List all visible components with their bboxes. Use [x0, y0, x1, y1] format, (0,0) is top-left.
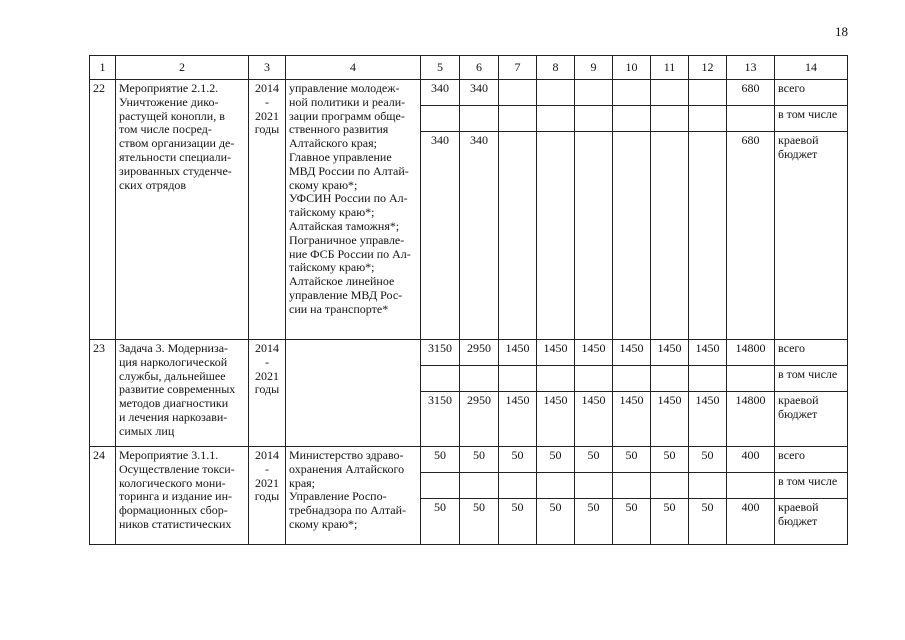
- value-cell: [651, 366, 689, 392]
- value-cell: 50: [689, 499, 727, 545]
- value-cell: 1450: [537, 340, 575, 366]
- value-cell: [499, 106, 537, 132]
- funding-source: краевой бюджет: [775, 132, 848, 340]
- value-cell: [575, 106, 613, 132]
- column-header: 1: [90, 56, 116, 80]
- value-cell: [651, 132, 689, 340]
- value-cell: [575, 80, 613, 106]
- value-cell: [727, 366, 775, 392]
- table-row: [90, 80, 848, 106]
- funding-source: всего: [775, 447, 848, 473]
- value-cell: 50: [651, 499, 689, 545]
- value-cell: [537, 132, 575, 340]
- row-number: 22: [90, 80, 116, 340]
- value-cell: [537, 366, 575, 392]
- value-cell: 1450: [613, 340, 651, 366]
- value-cell: 50: [499, 447, 537, 473]
- value-cell: 3150: [421, 392, 460, 447]
- value-cell: [727, 106, 775, 132]
- value-cell: 50: [460, 499, 499, 545]
- value-cell: [499, 132, 537, 340]
- value-cell: 50: [575, 447, 613, 473]
- value-cell: [689, 473, 727, 499]
- header-row: [90, 56, 848, 80]
- value-cell: [460, 366, 499, 392]
- value-cell: 340: [421, 132, 460, 340]
- value-cell: 1450: [689, 392, 727, 447]
- value-cell: [651, 80, 689, 106]
- activity-name: Задача 3. Модерниза- ция наркологической службы, дальнейшее развитие современных методов диагностики и лечения наркозави- симых лиц: [116, 340, 249, 447]
- executors: Министерство здраво- охранения Алтайского края; Управление Роспо- требнадзора по Алтай- скому краю*;: [286, 447, 421, 545]
- row-number: 23: [90, 340, 116, 447]
- value-cell: 340: [421, 80, 460, 106]
- value-cell: 50: [651, 447, 689, 473]
- value-cell: [537, 106, 575, 132]
- column-header: 7: [499, 56, 537, 80]
- column-header: 12: [689, 56, 727, 80]
- value-cell: 400: [727, 499, 775, 545]
- column-header: 9: [575, 56, 613, 80]
- value-cell: [537, 473, 575, 499]
- value-cell: 1450: [499, 392, 537, 447]
- program-budget-table: [89, 55, 848, 545]
- value-cell: [613, 473, 651, 499]
- value-cell: 1450: [575, 340, 613, 366]
- period: 2014 - 2021 годы: [249, 447, 286, 545]
- executors: [286, 340, 421, 447]
- column-header: 13: [727, 56, 775, 80]
- value-cell: [499, 366, 537, 392]
- value-cell: [613, 80, 651, 106]
- column-header: 8: [537, 56, 575, 80]
- value-cell: [613, 106, 651, 132]
- funding-source: в том числе: [775, 473, 848, 499]
- value-cell: 50: [537, 499, 575, 545]
- value-cell: 400: [727, 447, 775, 473]
- value-cell: 340: [460, 80, 499, 106]
- funding-source: всего: [775, 340, 848, 366]
- value-cell: 50: [613, 499, 651, 545]
- value-cell: 3150: [421, 340, 460, 366]
- value-cell: [613, 366, 651, 392]
- funding-source: краевой бюджет: [775, 499, 848, 545]
- value-cell: 50: [537, 447, 575, 473]
- value-cell: 50: [460, 447, 499, 473]
- value-cell: 50: [689, 447, 727, 473]
- value-cell: [689, 80, 727, 106]
- column-header: 10: [613, 56, 651, 80]
- value-cell: [499, 80, 537, 106]
- value-cell: 680: [727, 132, 775, 340]
- funding-source: в том числе: [775, 106, 848, 132]
- value-cell: [689, 132, 727, 340]
- row-number: 24: [90, 447, 116, 545]
- funding-source: в том числе: [775, 366, 848, 392]
- table-row: [90, 447, 848, 473]
- value-cell: 1450: [651, 392, 689, 447]
- value-cell: [651, 473, 689, 499]
- value-cell: 2950: [460, 392, 499, 447]
- column-header: 6: [460, 56, 499, 80]
- value-cell: 50: [421, 499, 460, 545]
- column-header: 2: [116, 56, 249, 80]
- value-cell: 1450: [689, 340, 727, 366]
- value-cell: 50: [575, 499, 613, 545]
- value-cell: 1450: [651, 340, 689, 366]
- value-cell: [421, 473, 460, 499]
- funding-source: краевой бюджет: [775, 392, 848, 447]
- value-cell: 2950: [460, 340, 499, 366]
- value-cell: 1450: [613, 392, 651, 447]
- value-cell: [689, 366, 727, 392]
- value-cell: [575, 132, 613, 340]
- value-cell: 680: [727, 80, 775, 106]
- column-header: 14: [775, 56, 848, 80]
- value-cell: 14800: [727, 392, 775, 447]
- value-cell: [421, 106, 460, 132]
- value-cell: 14800: [727, 340, 775, 366]
- column-header: 11: [651, 56, 689, 80]
- value-cell: [651, 106, 689, 132]
- column-header: 4: [286, 56, 421, 80]
- table-row: [90, 340, 848, 366]
- value-cell: [537, 80, 575, 106]
- activity-name: Мероприятие 2.1.2. Уничтожение дико- растущей конопли, в том числе посред- ством организации де- ятельности специали- зированных студенче- ских отрядов: [116, 80, 249, 340]
- period: 2014 - 2021 годы: [249, 80, 286, 340]
- value-cell: [613, 132, 651, 340]
- value-cell: [575, 473, 613, 499]
- value-cell: 1450: [575, 392, 613, 447]
- funding-source: всего: [775, 80, 848, 106]
- value-cell: 50: [499, 499, 537, 545]
- value-cell: 1450: [499, 340, 537, 366]
- value-cell: [727, 473, 775, 499]
- page-number: 18: [835, 24, 848, 39]
- activity-name: Мероприятие 3.1.1. Осуществление токси- кологического мони- торинга и издание ин- формационных сбор- ников статистических: [116, 447, 249, 545]
- value-cell: [460, 473, 499, 499]
- value-cell: 1450: [537, 392, 575, 447]
- value-cell: [689, 106, 727, 132]
- value-cell: 50: [613, 447, 651, 473]
- value-cell: 50: [421, 447, 460, 473]
- column-header: 3: [249, 56, 286, 80]
- executors: управление молодеж- ной политики и реали- зации программ обще- ственного развития Алтайского края; Главное управление МВД России по Алтай- скому краю*; УФСИН России по Ал- тайскому краю*; Алтайская таможня*; Пограничное управле- ние ФСБ России по Ал- тайскому краю*; Алтайское линейное управление МВД Рос- сии на транспорте*: [286, 80, 421, 340]
- value-cell: [575, 366, 613, 392]
- value-cell: 340: [460, 132, 499, 340]
- value-cell: [499, 473, 537, 499]
- value-cell: [460, 106, 499, 132]
- column-header: 5: [421, 56, 460, 80]
- period: 2014 - 2021 годы: [249, 340, 286, 447]
- value-cell: [421, 366, 460, 392]
